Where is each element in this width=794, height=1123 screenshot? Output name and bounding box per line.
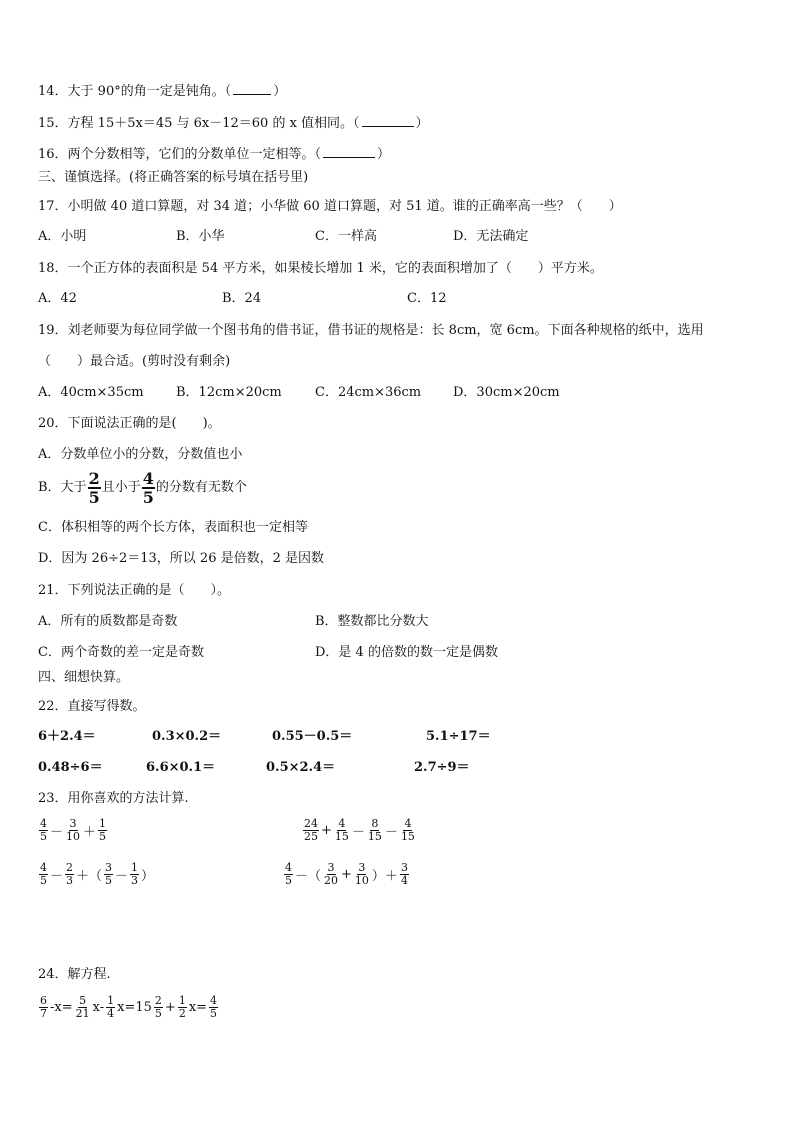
operator: － bbox=[351, 825, 365, 840]
numerator: 3 bbox=[69, 817, 77, 830]
q18-option-b[interactable]: B．24 bbox=[222, 291, 262, 306]
numerator: 4 bbox=[285, 861, 292, 874]
question-17: 17．小明做 40 道口算题，对 34 道；小华做 60 道口算题，对 51 道。谁的正确率高一些？（ ） bbox=[38, 199, 622, 214]
fraction bbox=[98, 818, 107, 843]
expression-3 bbox=[38, 862, 155, 887]
fraction bbox=[75, 995, 91, 1020]
q19-option-b[interactable]: B．12cm×20cm bbox=[176, 385, 282, 400]
calc-item: 6＋2.4＝ bbox=[38, 729, 96, 744]
operator: + bbox=[341, 867, 352, 882]
numerator: 4 bbox=[404, 817, 412, 830]
numerator: 6 bbox=[40, 994, 47, 1007]
answer-blank[interactable] bbox=[323, 145, 375, 158]
operator: － bbox=[50, 825, 64, 840]
numerator: 3 bbox=[400, 861, 408, 874]
calc-item: 0.48÷6＝ bbox=[38, 760, 103, 775]
equations bbox=[38, 995, 219, 1020]
denominator: 15 bbox=[367, 830, 382, 843]
operator: －（ bbox=[295, 869, 322, 884]
fraction: $\frac{4}{5}$ bbox=[142, 469, 154, 507]
operator: + bbox=[321, 823, 332, 838]
numerator: 4 bbox=[338, 817, 346, 830]
fraction bbox=[39, 995, 48, 1020]
denominator: 5 bbox=[154, 1007, 162, 1020]
expression-2 bbox=[302, 818, 417, 843]
question-21: 21．下列说法正确的是（ ）。 bbox=[38, 583, 231, 598]
question-19: 19．刘老师要为每位同学做一个图书角的借书证，借书证的规格是：长 8cm，宽 6cm。下面各种规格的纸中，选用 bbox=[38, 323, 704, 338]
fraction bbox=[65, 818, 81, 843]
fraction bbox=[178, 995, 187, 1020]
question-19-cont: （ ）最合适。(剪时没有剩余) bbox=[38, 354, 231, 369]
denominator: 3 bbox=[131, 874, 139, 887]
denominator: 3 bbox=[66, 874, 74, 887]
operator: － bbox=[50, 869, 64, 884]
numerator: 1 bbox=[131, 861, 139, 874]
q20-option-d[interactable]: D．因为 26÷2＝13，所以 26 是倍数，2 是因数 bbox=[38, 551, 325, 566]
fraction bbox=[65, 862, 74, 887]
operator: x=15 bbox=[117, 1000, 152, 1015]
denominator: 21 bbox=[75, 1007, 90, 1020]
q18-option-c[interactable]: C．12 bbox=[407, 291, 447, 306]
expression-4 bbox=[283, 862, 410, 887]
expression-1 bbox=[38, 818, 108, 843]
denominator: 10 bbox=[66, 830, 81, 843]
numerator: 1 bbox=[107, 994, 115, 1007]
denominator: 20 bbox=[324, 874, 339, 887]
denominator: 4 bbox=[107, 1007, 115, 1020]
fraction bbox=[39, 818, 48, 843]
q21-option-d[interactable]: D．是 4 的倍数的数一定是偶数 bbox=[315, 645, 498, 660]
fraction bbox=[334, 818, 350, 843]
fraction bbox=[323, 862, 339, 887]
fraction bbox=[39, 862, 48, 887]
q21-option-c[interactable]: C．两个奇数的差一定是奇数 bbox=[38, 645, 204, 660]
numerator: 3 bbox=[105, 861, 113, 874]
fraction bbox=[303, 818, 319, 843]
operator: ）＋ bbox=[371, 869, 398, 884]
fraction bbox=[106, 995, 115, 1020]
numerator: 4 bbox=[40, 817, 47, 830]
q19-option-a[interactable]: A．40cm×35cm bbox=[38, 385, 144, 400]
fraction bbox=[209, 995, 218, 1020]
operator: x= bbox=[188, 1000, 208, 1015]
numerator: 1 bbox=[178, 994, 186, 1007]
q19-option-d[interactable]: D．30cm×20cm bbox=[453, 385, 560, 400]
denominator: 5 bbox=[285, 874, 292, 887]
question-24: 24．解方程. bbox=[38, 967, 111, 982]
calc-item: 6.6×0.1＝ bbox=[146, 760, 216, 775]
operator: -x= bbox=[50, 1000, 73, 1015]
question-16: 16．两个分数相等，它们的分数单位一定相等。（ ） bbox=[38, 147, 391, 162]
q20-option-a[interactable]: A．分数单位小的分数，分数值也小 bbox=[38, 447, 243, 462]
q21-option-a[interactable]: A．所有的质数都是奇数 bbox=[38, 614, 178, 629]
q19-option-c[interactable]: C．24cm×36cm bbox=[315, 385, 422, 400]
denominator: 7 bbox=[40, 1007, 47, 1020]
question-22: 22．直接写得数。 bbox=[38, 699, 146, 714]
calc-item: 2.7÷9＝ bbox=[414, 760, 470, 775]
q17-option-a[interactable]: A．小明 bbox=[38, 229, 87, 244]
operator: － bbox=[384, 825, 398, 840]
denominator: 10 bbox=[354, 874, 369, 887]
denominator: 5 bbox=[40, 830, 47, 843]
answer-blank[interactable] bbox=[362, 114, 414, 127]
section-4-heading: 四、细想快算。 bbox=[38, 670, 130, 685]
denominator: 25 bbox=[304, 830, 318, 843]
denominator: 4 bbox=[400, 874, 408, 887]
q17-option-c[interactable]: C．一样高 bbox=[315, 229, 377, 244]
calc-item: 5.1÷17＝ bbox=[426, 729, 491, 744]
numerator: 2 bbox=[66, 861, 74, 874]
fraction bbox=[284, 862, 293, 887]
denominator: 15 bbox=[334, 830, 349, 843]
fraction bbox=[104, 862, 113, 887]
question-18: 18．一个正方体的表面积是 54 平方米，如果棱长增加 1 米，它的表面积增加了（ ）平方米。 bbox=[38, 261, 603, 276]
operator: － bbox=[115, 869, 129, 884]
fraction bbox=[367, 818, 383, 843]
denominator: 5 bbox=[210, 1007, 218, 1020]
numerator: 24 bbox=[304, 817, 318, 830]
denominator: 15 bbox=[400, 830, 415, 843]
numerator: 4 bbox=[210, 994, 218, 1007]
operator: ＋（ bbox=[76, 869, 103, 884]
q17-option-d[interactable]: D．无法确定 bbox=[453, 229, 529, 244]
q17-option-b[interactable]: B．小华 bbox=[176, 229, 225, 244]
operator: ＋ bbox=[83, 825, 97, 840]
question-20: 20．下面说法正确的是( )。 bbox=[38, 416, 221, 431]
denominator: 5 bbox=[105, 874, 113, 887]
fraction bbox=[130, 862, 139, 887]
denominator: 2 bbox=[178, 1007, 186, 1020]
q20-option-b[interactable]: B．大于 $\frac{2}{5}$ 且小于 $\frac{4}{5}$ 的分数有无数个 bbox=[38, 469, 247, 507]
numerator: 2 bbox=[154, 994, 162, 1007]
fraction bbox=[400, 862, 409, 887]
question-14: 14．大于 90°的角一定是钝角。（ ） bbox=[38, 84, 287, 99]
numerator: 3 bbox=[327, 861, 335, 874]
numerator: 3 bbox=[358, 861, 366, 874]
answer-blank[interactable] bbox=[233, 82, 271, 95]
denominator: 5 bbox=[99, 830, 107, 843]
operator: + bbox=[164, 1000, 176, 1015]
denominator: 5 bbox=[40, 874, 47, 887]
numerator: 4 bbox=[40, 861, 47, 874]
q21-option-b[interactable]: B．整数都比分数大 bbox=[315, 614, 429, 629]
calc-item: 0.5×2.4＝ bbox=[266, 760, 336, 775]
numerator: 8 bbox=[371, 817, 379, 830]
numerator: 5 bbox=[79, 994, 87, 1007]
q20-option-c[interactable]: C．体积相等的两个长方体，表面积也一定相等 bbox=[38, 520, 308, 535]
operator: ） bbox=[141, 869, 155, 884]
numerator: 1 bbox=[99, 817, 107, 830]
section-3-heading: 三、谨慎选择。(将正确答案的标号填在括号里) bbox=[38, 170, 309, 185]
calc-item: 0.55－0.5＝ bbox=[272, 729, 353, 744]
operator: x- bbox=[92, 1000, 105, 1015]
calc-item: 0.3×0.2＝ bbox=[152, 729, 222, 744]
fraction: $\frac{2}{5}$ bbox=[88, 469, 100, 507]
question-15: 15．方程 15＋5x＝45 与 6x－12＝60 的 x 值相同。（ ） bbox=[38, 116, 429, 131]
q18-option-a[interactable]: A．42 bbox=[38, 291, 77, 306]
question-23: 23．用你喜欢的方法计算. bbox=[38, 791, 189, 806]
fraction bbox=[354, 862, 370, 887]
fraction bbox=[400, 818, 416, 843]
fraction bbox=[154, 995, 163, 1020]
